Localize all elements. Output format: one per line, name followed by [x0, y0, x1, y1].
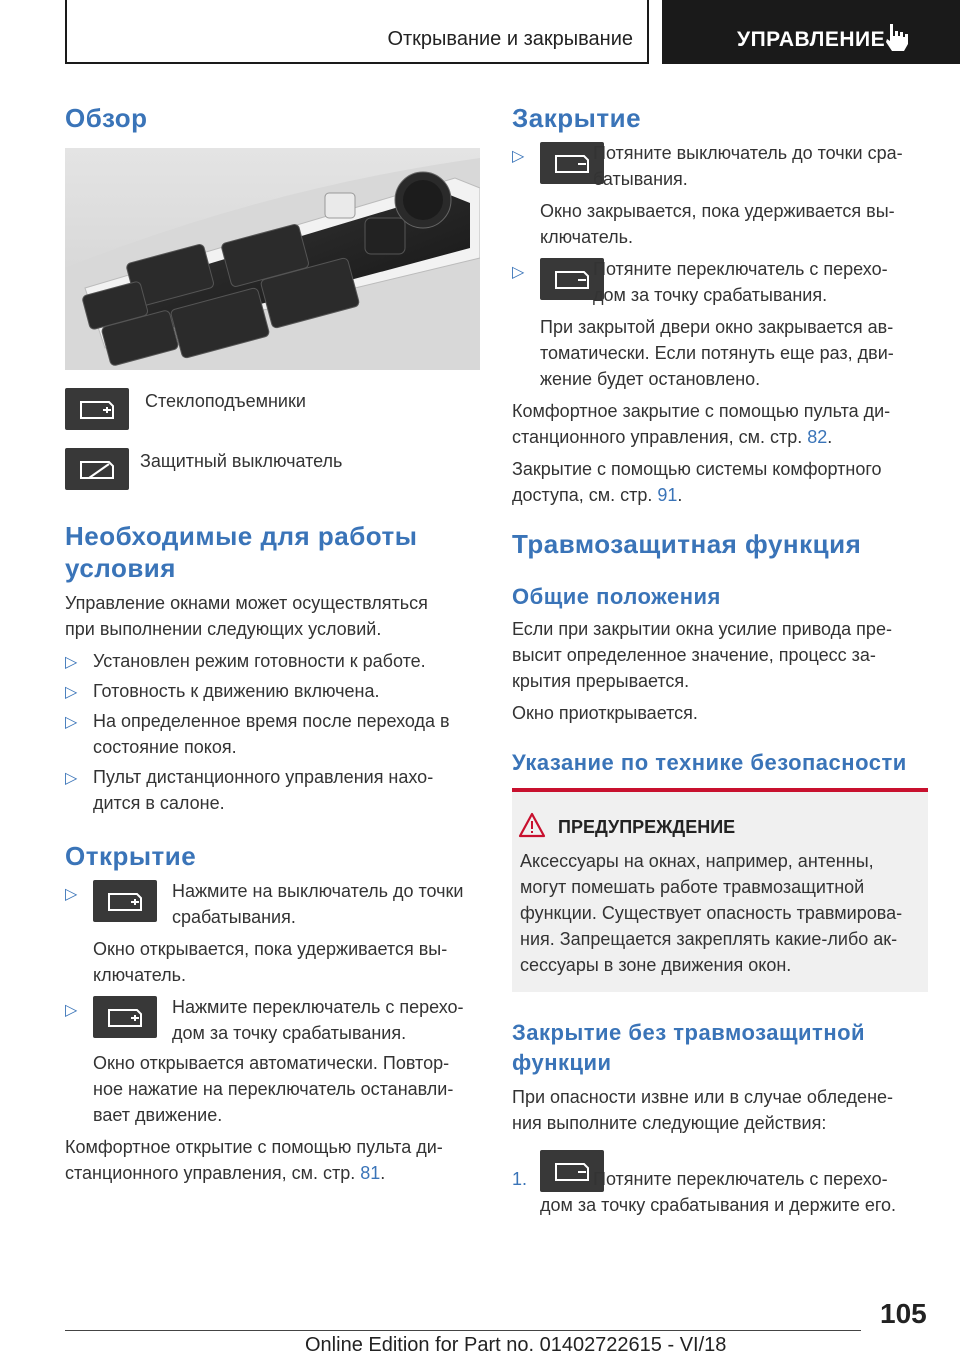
- open-step2: Нажмите переключатель с перехо-: [172, 997, 464, 1017]
- condition-item-cont: состояние покоя.: [93, 737, 237, 757]
- window-switch-photo: [65, 148, 480, 370]
- close-step1-result-cont: ключатель.: [540, 227, 634, 247]
- close-title: Закрытие: [512, 103, 642, 133]
- close-step1-result: Окно закрывается, пока удерживается вы-: [540, 201, 895, 221]
- close-step2-result-cont: жение будет остановлено.: [540, 369, 761, 389]
- comfort-open-text: Комфортное открытие с помощью пульта ди-: [65, 1137, 443, 1157]
- open-step2-result-cont: ное нажатие на переключатель останавли-: [93, 1079, 454, 1099]
- header-section-box: [65, 0, 649, 64]
- window-switch-icon: [93, 880, 157, 922]
- pinch-protection-title: Травмозащитная функция: [512, 529, 862, 559]
- warning-text: Аксессуары на окнах, например, антенны,: [520, 851, 874, 871]
- general-text-extra: Окно приоткрывается.: [512, 703, 698, 723]
- condition-item-cont: дится в салоне.: [93, 793, 225, 813]
- open-step2-result-cont: вает движение.: [93, 1105, 223, 1125]
- close-step1: Потяните выключатель до точки сра-: [593, 143, 903, 163]
- step-number: 1.: [512, 1169, 528, 1189]
- header-section-title: Открывание и закрывание: [387, 28, 633, 50]
- warning-text-cont: функции. Существует опасность травмирова-: [520, 903, 903, 923]
- window-switch-icon: [65, 388, 129, 430]
- comfort-access-text-prefix: доступа, см. стр.: [512, 485, 658, 505]
- close-step1-cont: батывания.: [593, 169, 688, 189]
- warning-label: ПРЕДУПРЕЖДЕНИЕ: [558, 817, 736, 837]
- general-text-cont: крытия прерывается.: [512, 671, 690, 691]
- open-step2-result: Окно открывается автоматически. Повтор-: [93, 1053, 450, 1073]
- header-chapter-title: УПРАВЛЕНИЕ: [737, 28, 886, 51]
- close-step2-result-cont: томатически. Если потянуть еще раз, дви-: [540, 343, 894, 363]
- bullet-arrow-icon: ▷: [65, 684, 78, 701]
- safety-title: Указание по технике безопасности: [512, 750, 907, 775]
- conditions-title-line1: Необходимые для работы: [65, 521, 418, 551]
- period: .: [827, 427, 833, 447]
- warning-text-cont: сессуары в зоне движения окон.: [520, 955, 792, 975]
- general-text: Если при закрытии окна усилие привода пре-: [512, 619, 892, 639]
- open-step2-cont: дом за точку срабатывания.: [172, 1023, 407, 1043]
- legend-safety-switch: Защитный выключатель: [140, 451, 343, 471]
- footer-edition: Online Edition for Part no. 01402722615 - VI/18: [305, 1334, 727, 1356]
- period: .: [380, 1163, 386, 1183]
- comfort-open-text-prefix: станционного управления, см. стр.: [65, 1163, 361, 1183]
- bullet-arrow-icon: ▷: [512, 264, 525, 281]
- comfort-access-text-cont: [512, 482, 682, 508]
- warning-triangle-icon: [518, 812, 546, 838]
- overview-title: Обзор: [65, 103, 148, 133]
- condition-item: Готовность к движению включена.: [93, 681, 380, 701]
- open-step1-result-cont: ключатель.: [93, 965, 187, 985]
- bullet-arrow-icon: ▷: [65, 770, 78, 787]
- legend-window-lifters: Стеклоподъемники: [145, 391, 306, 411]
- step1-text: Потяните переключатель с перехо-: [593, 1169, 888, 1189]
- general-title: Общие положения: [512, 584, 721, 609]
- open-step1-cont: срабатывания.: [172, 907, 296, 927]
- step1-text-cont: дом за точку срабатывания и держите его.: [540, 1195, 897, 1215]
- general-text-cont: высит определенное значение, процесс за-: [512, 645, 876, 665]
- bullet-arrow-icon: ▷: [512, 148, 525, 165]
- warning-text-cont: могут помешать работе травмозащитной: [520, 877, 865, 897]
- page-number: 105: [880, 1298, 927, 1329]
- warning-text-cont: ния. Запрещается закреплять какие-либо ак-: [520, 929, 898, 949]
- comfort-close-text: Комфортное закрытие с помощью пульта ди-: [512, 401, 891, 421]
- open-step1: Нажмите на выключатель до точки: [172, 881, 464, 901]
- bullet-arrow-icon: ▷: [65, 714, 78, 731]
- bullet-arrow-icon: ▷: [65, 654, 78, 671]
- bullet-arrow-icon: ▷: [65, 1002, 78, 1019]
- page-link-82[interactable]: 82: [807, 427, 828, 447]
- close-step2-result: При закрытой двери окно закрывается ав-: [540, 317, 894, 337]
- no-pinch-intro: При опасности извне или в случае обледене-: [512, 1087, 894, 1107]
- close-step2-cont: дом за точку срабатывания.: [593, 285, 828, 305]
- bullet-arrow-icon: ▷: [65, 886, 78, 903]
- condition-item: На определенное время после перехода в: [93, 711, 450, 731]
- safety-switch-icon: [65, 448, 129, 490]
- header-chapter-box: [662, 0, 960, 64]
- condition-item: Пульт дистанционного управления нахо-: [93, 767, 434, 787]
- condition-item: Установлен режим готовности к работе.: [93, 651, 426, 671]
- comfort-close-text-cont: [512, 424, 832, 450]
- no-pinch-title-line2: функции: [512, 1050, 612, 1075]
- period: .: [677, 485, 683, 505]
- footer-divider: [65, 1330, 861, 1331]
- comfort-open-text-cont: [65, 1160, 385, 1186]
- page-link-81[interactable]: 81: [360, 1163, 381, 1183]
- window-switch-icon: [93, 996, 157, 1038]
- open-step1-result: Окно открывается, пока удерживается вы-: [93, 939, 448, 959]
- conditions-intro-line2: при выполнении следующих условий.: [65, 619, 382, 639]
- open-title: Открытие: [65, 841, 197, 871]
- conditions-intro-line1: Управление окнами может осуществляться: [65, 593, 428, 613]
- close-step2: Потяните переключатель с перехо-: [593, 259, 888, 279]
- no-pinch-intro-cont: ния выполните следующие действия:: [512, 1113, 827, 1133]
- comfort-close-text-prefix: станционного управления, см. стр.: [512, 427, 808, 447]
- page-link-91[interactable]: 91: [657, 485, 678, 505]
- hand-pointer-icon: [884, 22, 910, 52]
- comfort-access-text: Закрытие с помощью системы комфортного: [512, 459, 882, 479]
- conditions-title-line2: условия: [65, 553, 176, 583]
- no-pinch-title-line1: Закрытие без травмозащитной: [512, 1020, 866, 1045]
